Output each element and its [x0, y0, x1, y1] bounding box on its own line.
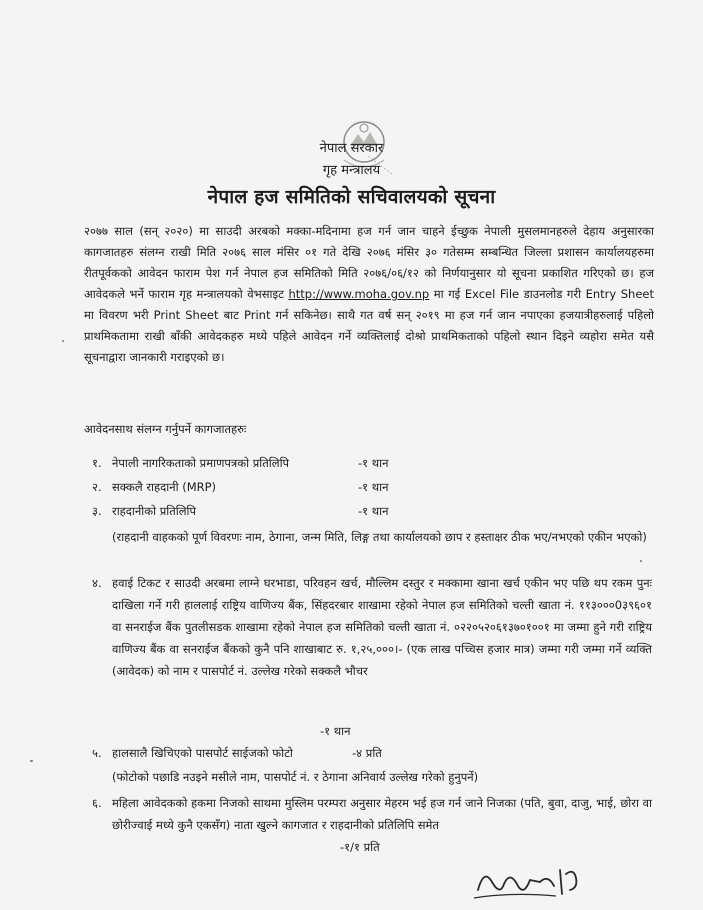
item-label: सक्कलै राहदानी (MRP) — [112, 480, 217, 494]
notice-paragraph — [84, 221, 654, 368]
item-quantity: -४ प्रति — [352, 746, 382, 760]
item-label: हालसालै खिचिएको पासपोर्ट साईजको फोटो — [112, 746, 293, 760]
item-6-quantity: -१/१ प्रति — [340, 840, 380, 854]
item-number: ४. — [92, 576, 102, 590]
item-number: ३. — [92, 504, 102, 518]
paragraph-part-1: २०७७ साल (सन् २०२०) मा साउदी अरबको मक्का-मदिनामा हज गर्न जान चाहने ईच्छुक नेपाली मुसलमानहरुले देहाय अनुसारका कागजातहरु संलग्न राखी मिति २०७६ साल मंसिर ०१ गते देखि २०७६ मंसिर ३० गतेसम्म सम्बन्धित जिल्ला प्रशासन कार्यालयहरुमा रीतपूर्वकको आवेदन फाराम पेश गर्न नेपाल हज समितिको मिति २०७६/०६/१२ को निर्णयानुसार यो सूचना प्रकाशित गरिएको छ। हज आवेदकले भर्ने फाराम गृह मन्त्रालयको वेभसाइट — [84, 224, 654, 301]
item-number: २. — [92, 480, 102, 494]
scan-speck — [640, 560, 642, 562]
item-quantity: -१ थान — [358, 456, 389, 470]
item-number: ६. — [92, 796, 102, 810]
item-label: राहदानीको प्रतिलिपि — [112, 504, 197, 518]
item-number: ५. — [92, 746, 102, 760]
item-4-text: हवाई टिकट र साउदी अरबमा लाग्ने घरभाडा, परिवहन खर्च, मौल्लिम दस्तुर र मक्कामा खाना खर्च एकीन भए पछि थप रकम पुनः दाखिला गर्ने गरी हाललाई राष्ट्रिय वाणिज्य बैंक, सिंहदरबार शाखामा रहेको नेपाल हज समितिको चल्ती खाता नं. ११३०००0३९६०१ वा सनराईज बैंक पुतलीसडक शाखामा रहेको नेपाल हज समितिको चल्ती खाता नं. ०२२०५२०६१३७०१००१ मा जम्मा हुने गरी राष्ट्रिय वाणिज्य बैंक वा सनराईज बैंकको कुनै पनि शाखाबाट रु. १,२५,०००।- (एक लाख पच्चिस हजार मात्र) जम्मा गरी जम्मा गर्ने व्यक्ति (आवेदक) को नाम र पासपोर्ट नं. उल्लेख गरेको सक्कलै भौचर — [112, 576, 652, 678]
item-3-note: (राहदानी वाहकको पूर्ण विवरणः नाम, ठेगाना, जन्म मिति, लिङ्ग तथा कार्यालयको छाप र हस्ताक्षर ठीक भए/नभएको एकीन भएको) — [112, 530, 647, 544]
paragraph-part-2: मा गई Excel File डाउनलोड गरी Entry Sheet मा विवरण भरी Print Sheet बाट Print गर्न सकिनेछ। साथै गत वर्ष सन् २०१९ मा हज गर्न जान नपाएका हजयात्रीहरुलाई पहिलो प्राथमिकतामा राखी बाँकी आवेदकहरु मध्ये पहिले आवेदन गर्ने व्यक्तिलाई दोश्रो प्राथमिकताको पहिलो स्थान दिइने व्यहोरा समेत यसै सूचनाद्वारा जानकारी गराइएको छ। — [84, 287, 654, 364]
org-line-1: नेपाल सरकार — [319, 141, 384, 156]
scan-speck — [62, 340, 64, 342]
item-quantity: -१ थान — [358, 480, 389, 494]
item-label: नेपाली नागरिकताको प्रमाणपत्रको प्रतिलिपि — [112, 456, 290, 470]
org-line-2: गृह मन्त्रालय — [322, 163, 381, 178]
scan-speck — [30, 760, 33, 762]
item-5-note: (फोटोको पछाडि नउइने मसीले नाम, पासपोर्ट नं. र ठेगाना अनिवार्य उल्लेख गरेको हुनुपर्ने) — [112, 770, 479, 784]
item-number: १. — [92, 456, 102, 470]
ministry-website-link[interactable]: http://www.moha.gov.np — [288, 287, 430, 301]
docs-heading: आवेदनसाथ संलग्न गर्नुपर्ने कागजातहरुः — [84, 422, 247, 436]
item-quantity: -१ थान — [358, 504, 389, 518]
item-6-text: महिला आवेदकको हकमा निजको साथमा मुस्लिम परम्परा अनुसार मेहरम भई हज गर्न जाने निजका (पति, बुवा, दाजु, भाई, छोरा वा छोरीज्वाई मध्ये कुनै एकसँग) नाता खुल्ने कागजात र राहदानीको प्रतिलिपि समेत — [112, 796, 652, 832]
notice-title: नेपाल हज समितिको सचिवालयको सूचना — [207, 186, 496, 208]
item-4-quantity: -१ थान — [320, 724, 351, 738]
